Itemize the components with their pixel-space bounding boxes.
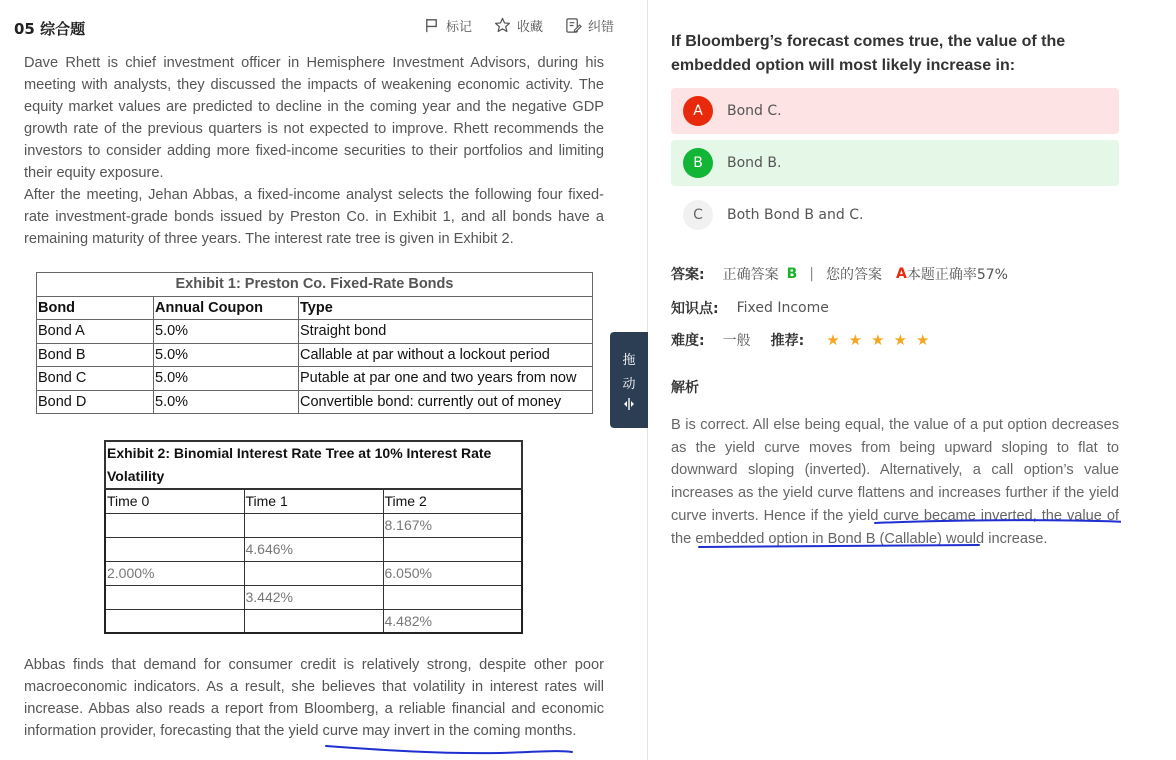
star-outline-icon: [494, 17, 511, 34]
knowledge-point: [671, 298, 829, 318]
favorite-label: 收藏: [516, 20, 543, 35]
knowledge-value: Fixed Income: [736, 300, 829, 316]
analysis-text: B is correct. All else being equal, the value of a put option decreases as the yield curve moves from being upward sloping to flat to downward sloping (inverted). Alternatively, a call option’s value increases as the yield curve flattens and increases further if the yield curve inverts. Hence if the yield curve became inverted, the value of the embedded option in Bond B (Callable) would increase.: [671, 417, 1119, 547]
table-header-row: [37, 296, 593, 320]
your-answer-label: 您的答案: [826, 267, 882, 283]
column-header: Time 1: [244, 489, 383, 513]
pane-resize-handle[interactable]: [610, 332, 648, 428]
sub-question-text: If Bloomberg’s forecast comes true, the value of the embedded option will most likely increase in:: [671, 33, 1066, 74]
table-row: [37, 320, 593, 344]
option-text: Both Bond B and C.: [727, 207, 864, 223]
option-text: Bond C.: [727, 103, 782, 119]
answer-pane: [671, 0, 1121, 760]
exhibit-2-caption: Exhibit 2: Binomial Interest Rate Tree at 10% Interest Rate Volatility: [105, 441, 522, 489]
table-cell: [105, 609, 244, 633]
drag-label-1: 拖: [622, 353, 636, 368]
table-cell: 4.646%: [244, 537, 383, 561]
table-cell: 2.000%: [105, 561, 244, 585]
table-row: [105, 609, 522, 633]
difficulty-row: [671, 330, 929, 350]
table-row: [105, 561, 522, 585]
column-header: Bond: [37, 296, 154, 320]
question-title: 05 综合题: [14, 20, 86, 38]
analysis-heading: 解析: [671, 380, 699, 396]
table-cell: [244, 609, 383, 633]
column-header: Time 0: [105, 489, 244, 513]
table-cell: Callable at par without a lockout period: [299, 343, 593, 367]
drag-resize-icon: [622, 397, 636, 411]
stem-paragraph-3: Abbas finds that demand for consumer credit is relatively strong, despite other poor macroeconomic indicators. As a result, she believes that volatility in interest rates will increase. Abbas also reads a report from Bloomberg, a reliable financial and economic information provider, forecasting that the yield curve may invert in the coming months.: [24, 657, 604, 739]
column-header: Time 2: [383, 489, 522, 513]
table-row: [37, 343, 593, 367]
exhibit-1-caption: Exhibit 1: Preston Co. Fixed-Rate Bonds: [37, 273, 593, 297]
table-cell: [105, 513, 244, 537]
table-cell: [244, 561, 383, 585]
table-cell: [105, 585, 244, 609]
exhibit-1-table: [36, 272, 593, 414]
table-cell: [383, 585, 522, 609]
table-cell: Convertible bond: currently out of money: [299, 390, 593, 414]
recommend-label: 推荐:: [770, 333, 805, 349]
mark-label: 标记: [445, 20, 472, 35]
table-row: [105, 513, 522, 537]
option-text: Bond B.: [727, 155, 782, 171]
table-row: [37, 390, 593, 414]
table-cell: Bond B: [37, 343, 154, 367]
table-cell: [244, 513, 383, 537]
knowledge-label: 知识点:: [671, 301, 719, 317]
table-cell: 3.442%: [244, 585, 383, 609]
option-c[interactable]: [671, 192, 1119, 238]
your-answer-value: A: [896, 266, 907, 282]
table-row: [37, 367, 593, 391]
flag-icon: [423, 17, 440, 34]
table-cell: Bond D: [37, 390, 154, 414]
table-cell: [383, 537, 522, 561]
separator: |: [809, 266, 814, 282]
stem-text-intro: [24, 52, 604, 250]
mark-button[interactable]: [423, 16, 472, 35]
option-b[interactable]: [671, 140, 1119, 186]
drag-label-2: 动: [622, 377, 636, 392]
stem-paragraph-1: Dave Rhett is chief investment officer in Hemisphere Investment Advisors, during his meeting with analysts, they discussed the impacts of weakening economic activity. The equity market values are predicted to decline in the coming year and the negative GDP growth rate of the previous quarters is not expected to improve. Rhett recommends the investors to consider adding more fixed-income securities to their portfolios and limiting their equity exposure.: [24, 55, 604, 181]
table-row: [105, 537, 522, 561]
answer-label: 答案:: [671, 267, 705, 283]
table-cell: Straight bond: [299, 320, 593, 344]
table-cell: [105, 537, 244, 561]
table-cell: Bond A: [37, 320, 154, 344]
table-cell: 4.482%: [383, 609, 522, 633]
correct-answer-value: B: [786, 266, 798, 282]
option-a[interactable]: [671, 88, 1119, 134]
option-letter: C: [683, 200, 713, 230]
column-header: Type: [299, 296, 593, 320]
option-letter: B: [683, 148, 713, 178]
correct-answer-label: 正确答案: [722, 267, 779, 283]
table-cell: 5.0%: [154, 320, 299, 344]
table-cell: Putable at par one and two years from now: [299, 367, 593, 391]
star-icon: ★: [848, 331, 863, 349]
table-row: [105, 585, 522, 609]
difficulty-label: 难度:: [671, 333, 705, 349]
table-cell: 8.167%: [383, 513, 522, 537]
table-cell: 5.0%: [154, 367, 299, 391]
exhibit-2-table: [104, 440, 523, 634]
difficulty-value: 一般: [722, 333, 751, 349]
table-cell: 5.0%: [154, 343, 299, 367]
question-actions: [423, 16, 614, 35]
recommend-stars: [826, 331, 929, 349]
answer-summary: [671, 264, 1008, 284]
accuracy-text: 本题正确率57%: [906, 267, 1008, 283]
table-cell: 5.0%: [154, 390, 299, 414]
star-icon: ★: [871, 331, 885, 349]
stem-paragraph-2: After the meeting, Jehan Abbas, a fixed-income analyst selects the following four fixed-rate investment-grade bonds issued by Preston Co. in Exhibit 1, and all bonds have a remaining maturity of three years. The interest rate tree is given in Exhibit 2.: [24, 187, 604, 247]
report-error-label: 纠错: [587, 20, 614, 35]
favorite-button[interactable]: [494, 16, 543, 35]
report-error-button[interactable]: [565, 16, 614, 35]
star-icon: ★: [916, 331, 930, 349]
question-header: [14, 16, 614, 40]
edit-document-icon: [565, 17, 582, 34]
option-letter: A: [683, 96, 713, 126]
table-cell: 6.050%: [383, 561, 522, 585]
star-icon: ★: [893, 331, 908, 349]
table-cell: Bond C: [37, 367, 154, 391]
star-icon: ★: [826, 331, 840, 349]
column-header: Annual Coupon: [154, 296, 299, 320]
table-header-row: [105, 489, 522, 513]
